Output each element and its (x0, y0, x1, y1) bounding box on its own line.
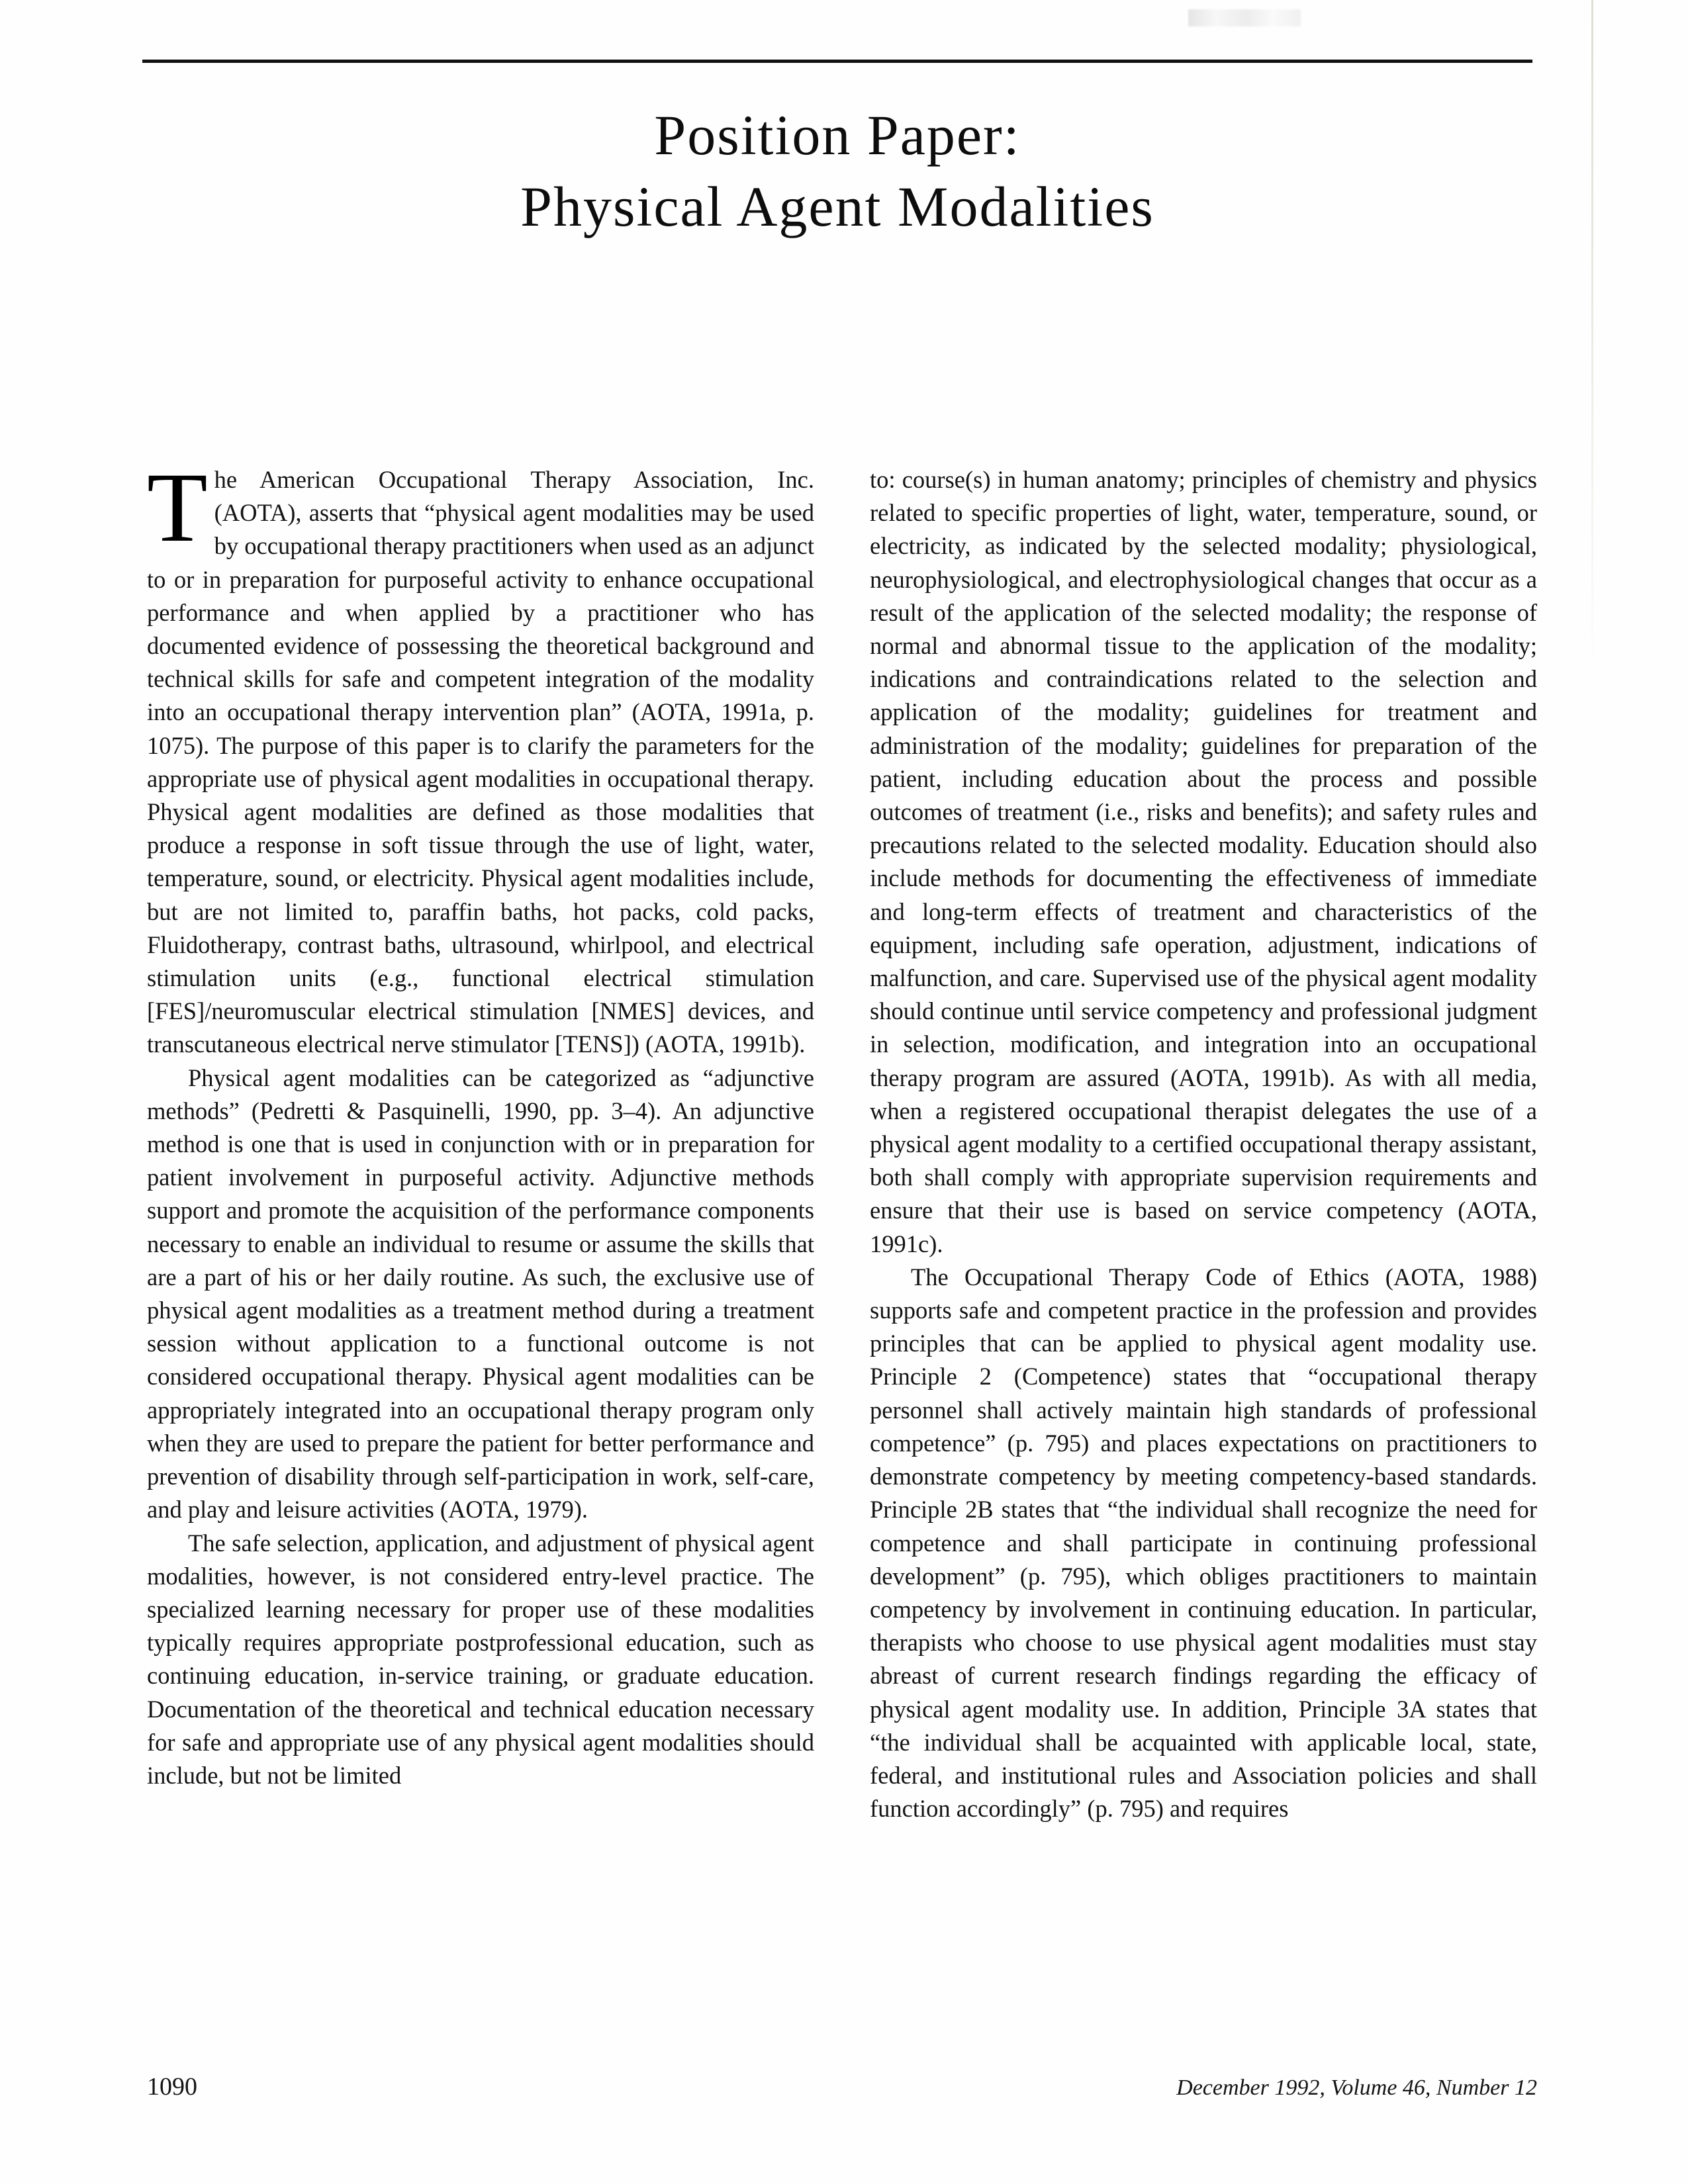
paragraph-adjunctive-methods: Physical agent modalities can be categorized as “adjunctive methods” (Pedretti & Pasquinelli, 1990, pp. 3–4). An adjunctive method is one that is used in conjunction with or in preparation for patient involvement in purposeful activity. Adjunctive methods support and promote the acquisition of the performance components necessary to enable an individual to resume or assume the skills that are a part of his or her daily routine. As such, the exclusive use of physical agent modalities as a treatment method during a treatment session without application to a functional outcome is not considered occupational therapy. Physical agent modalities can be appropriately integrated into an occupational therapy program only when they are used to prepare the patient for better performance and prevention of disability through self-participation in work, self-care, and play and leisure activities (AOTA, 1979). (147, 1064, 814, 1524)
scan-speck-artifact (1188, 9, 1301, 26)
column-left (147, 453, 814, 2005)
paragraph-intro (147, 453, 814, 1062)
paragraph-safe-selection: The safe selection, application, and adjustment of physical agent modalities, however, is not considered entry-level practice. The specialized learning necessary for proper use of these modalities typically requires appropriate postprofessional education, such as continuing education, in-service training, or graduate education. Documentation of the theoretical and technical education necessary for safe and appropriate use of any physical agent modalities should include, but not be limited (147, 1529, 814, 1789)
title-line-2: Physical Agent Modalities (520, 175, 1154, 238)
page-number: 1090 (147, 2073, 197, 2101)
drop-cap: T (147, 453, 208, 563)
page-title (142, 99, 1532, 242)
header-rule (142, 60, 1532, 63)
page-footer (147, 2071, 1537, 2111)
column-right (870, 463, 1537, 2005)
body-columns (147, 453, 1537, 2005)
issue-citation: December 1992, Volume 46, Number 12 (1176, 2075, 1537, 2100)
paragraph-code-of-ethics: The Occupational Therapy Code of Ethics (AOTA, 1988) supports safe and competent practice in the profession and provides principles that can be applied to physical agent modality use. Principle 2 (Competence) states that “occupational therapy personnel shall actively maintain high standards of professional competence” (p. 795) and places expectations on practitioners to demonstrate competency by meeting competency-based standards. Principle 2B states that “the individual shall recognize the need for competence and shall participate in continuing professional development” (p. 795), which obliges practitioners to maintain competency by involvement in continuing education. In particular, therapists who choose to use physical agent modalities must stay abreast of current research findings regarding the efficacy of physical agent modality use. In addition, Principle 3A states that “the individual shall be acquainted with applicable local, state, federal, and institutional rules and Association policies and shall function accordingly” (p. 795) and requires (870, 1263, 1537, 1823)
scan-edge-artifact (1591, 0, 1593, 675)
title-line-1: Position Paper: (654, 103, 1021, 167)
paragraph-text: he American Occupational Therapy Association, Inc. (AOTA), asserts that “physical agent modalities may be used by occupational therapy practitioners when used as an adjunct to or in preparation for purposeful activity to enhance occupational performance and when applied by a practitioner who has documented evidence of possessing the theoretical background and technical skills for safe and competent integration of the modality into an occupational therapy intervention plan” (AOTA, 1991a, p. 1075). The purpose of this paper is to clarify the parameters for the appropriate use of physical agent modalities in occupational therapy. Physical agent modalities are defined as those modalities that produce a response in soft tissue through the use of light, water, temperature, sound, or electricity. Physical agent modalities include, but are not limited to, paraffin baths, hot packs, cold packs, Fluidotherapy, contrast baths, ultrasound, whirlpool, and electrical stimulation units (e.g., functional electrical stimulation [FES]/neuromuscular electrical stimulation [NMES] devices, and transcutaneous electrical nerve stimulator [TENS]) (AOTA, 1991b). (147, 466, 814, 1058)
paragraph-education-requirements: to: course(s) in human anatomy; principles of chemistry and physics related to specific properties of light, water, temperature, sound, or electricity, as indicated by the selected modality; physiological, neurophysiological, and electrophysiological changes that occur as a result of the application of the selected modality; the response of normal and abnormal tissue to the application of the modality; indications and contraindications related to the selection and application of the modality; guidelines for treatment and administration of the modality; guidelines for preparation of the patient, including education about the process and possible outcomes of treatment (i.e., risks and benefits); and safety rules and precautions related to the selected modality. Education should also include methods for documenting the effectiveness of immediate and long-term effects of treatment and characteristics of the equipment, including safe operation, adjustment, indications of malfunction, and care. Supervised use of the physical agent modality should continue until service competency and professional judgment in selection, modification, and integration into an occupational therapy program are assured (AOTA, 1991b). As with all media, when a registered occupational therapist delegates the use of a physical agent modality to a certified occupational therapy assistant, both shall comply with appropriate supervision requirements and ensure that their use is based on service competency (AOTA, 1991c). (870, 466, 1537, 1257)
